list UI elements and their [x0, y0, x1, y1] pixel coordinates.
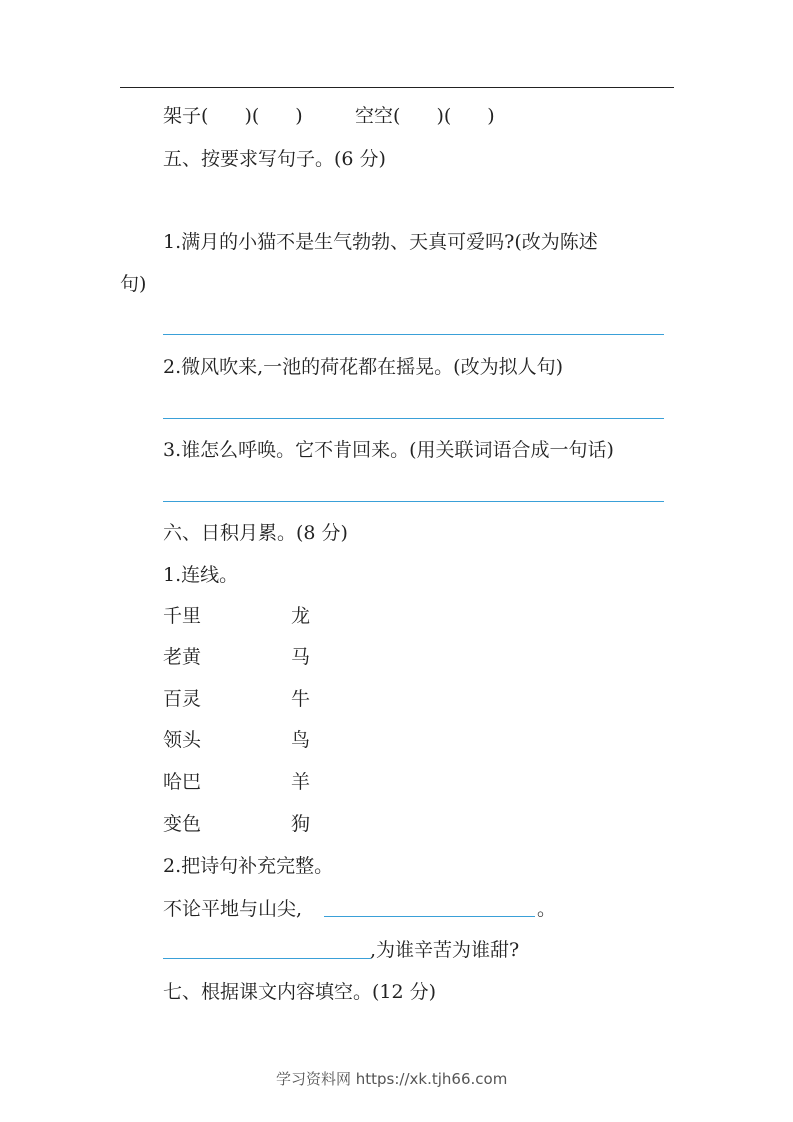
match-left-4[interactable]: 哈巴: [163, 771, 202, 793]
s6-part1: 1.连线。: [163, 564, 239, 586]
header-rule: [120, 87, 674, 88]
poem-line1: 不论平地与山尖,: [163, 898, 303, 920]
word-kongkong: 空空: [355, 105, 394, 127]
section5-heading: 五、按要求写句子。(6 分): [163, 148, 386, 170]
match-left-3[interactable]: 领头: [163, 729, 202, 751]
match-right-3[interactable]: 鸟: [291, 729, 311, 751]
poem-blank-2[interactable]: [163, 958, 371, 959]
section6-heading: 六、日积月累。(8 分): [163, 522, 348, 544]
section7-heading: 七、根据课文内容填空。(12 分): [163, 981, 437, 1003]
poem-line2: ,为谁辛苦为谁甜?: [370, 939, 520, 961]
answer-line-1[interactable]: [163, 334, 664, 335]
s5-q1-line2: 句): [120, 273, 147, 295]
s5-q1-line1: 1.满月的小猫不是生气勃勃、天真可爱吗?(改为陈述: [163, 231, 598, 253]
word-jiazi: 架子: [163, 105, 202, 127]
poem-blank-1[interactable]: [324, 916, 535, 917]
s5-q2: 2.微风吹来,一池的荷花都在摇晃。(改为拟人句): [163, 356, 563, 378]
match-right-4[interactable]: 羊: [291, 771, 311, 793]
top-row-2: 空空( )( ): [355, 105, 495, 127]
match-left-5[interactable]: 变色: [163, 813, 202, 835]
answer-line-3[interactable]: [163, 501, 664, 502]
s6-part2: 2.把诗句补充完整。: [163, 855, 334, 877]
match-right-0[interactable]: 龙: [291, 605, 311, 627]
poem-line1-end: 。: [537, 898, 557, 920]
match-right-2[interactable]: 牛: [291, 688, 311, 710]
match-right-1[interactable]: 马: [291, 646, 311, 668]
match-left-0[interactable]: 千里: [163, 605, 202, 627]
top-row: 架子( )( ): [163, 105, 303, 127]
match-right-5[interactable]: 狗: [291, 813, 311, 835]
footer-watermark: 学习资料网 https://xk.tjh66.com: [276, 1070, 508, 1088]
s5-q3: 3.谁怎么呼唤。它不肯回来。(用关联词语合成一句话): [163, 439, 614, 461]
match-left-1[interactable]: 老黄: [163, 646, 202, 668]
answer-line-2[interactable]: [163, 418, 664, 419]
match-left-2[interactable]: 百灵: [163, 688, 202, 710]
